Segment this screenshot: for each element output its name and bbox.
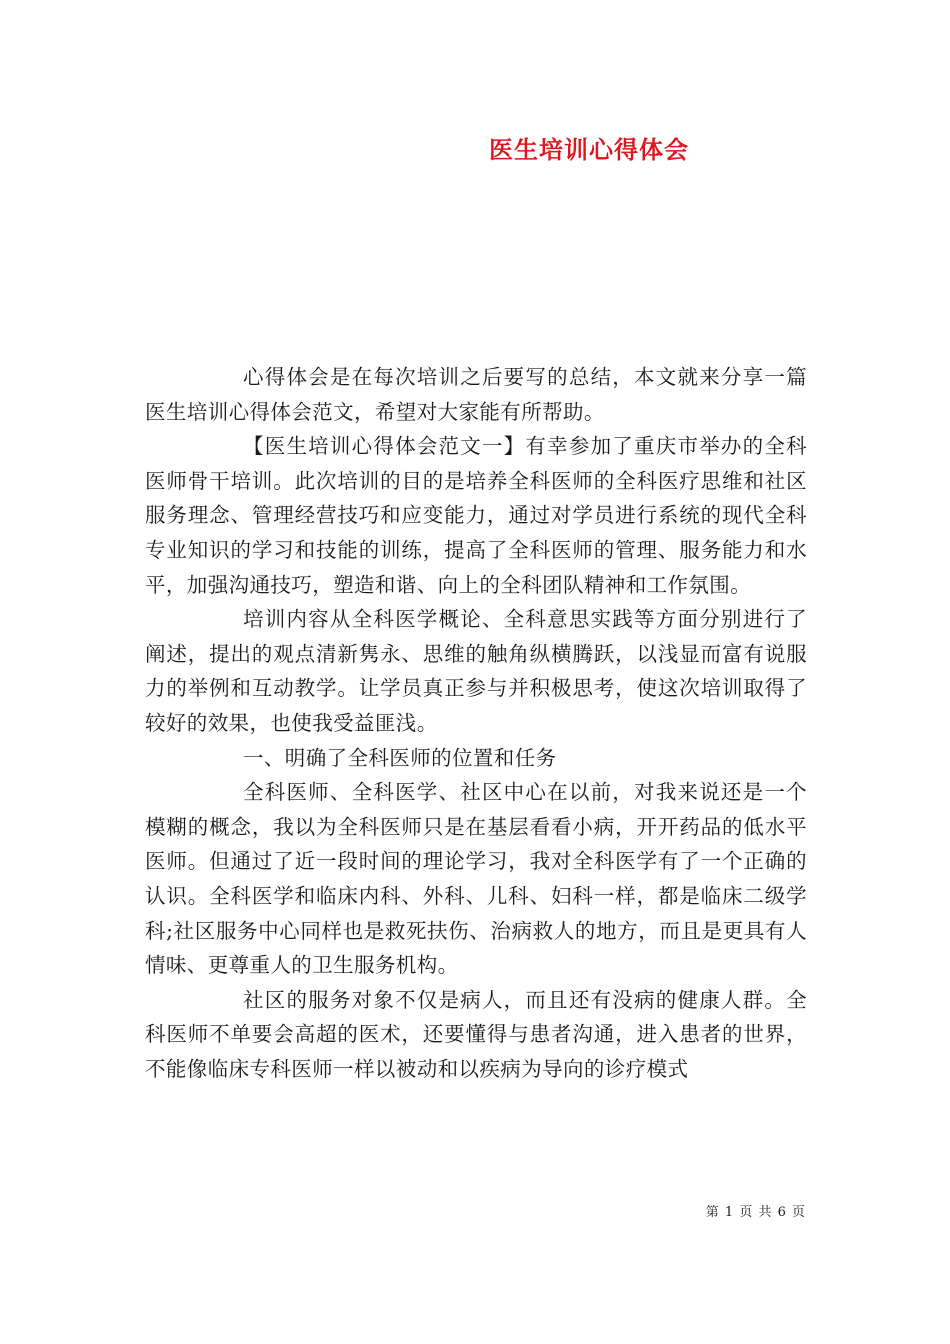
paragraph-general-practice: 全科医师、全科医学、社区中心在以前，对我来说还是一个模糊的概念，我以为全科医师只是在基层看看小病，开开药品的低水平医师。但通过了近一段时间的理论学习，我对全科医学有了一个正确的认识。全科医学和临床内科、外科、儿科、妇科一样，都是临床二级学科;社区服务中心同样也是救死扶伤、治病救人的地方，而且是更具有人情味、更尊重人的卫生服务机构。 — [145, 780, 807, 978]
paragraph-training-content: 培训内容从全科医学概论、全科意思实践等方面分别进行了阐述，提出的观点清新隽永、思维的触角纵横腾跃，以浅显而富有说服力的举例和互动教学。让学员真正参与并积极思考，使这次培训取得了较好的效果，也使我受益匪浅。 — [145, 607, 807, 735]
document-body — [145, 360, 807, 1086]
paragraph-intro: 心得体会是在每次培训之后要写的总结，本文就来分享一篇医生培训心得体会范文，希望对大家能有所帮助。 — [145, 365, 807, 424]
section-heading-one: 一、明确了全科医师的位置和任务 — [243, 745, 557, 770]
paragraph-sample-one: 【医生培训心得体会范文一】有幸参加了重庆市举办的全科医师骨干培训。此次培训的目的是培养全科医师的全科医疗思维和社区服务理念、管理经营技巧和应变能力，通过对学员进行系统的现代全科专业知识的学习和技能的训练，提高了全科医师的管理、服务能力和水平，加强沟通技巧，塑造和谐、向上的全科团队精神和工作氛围。 — [145, 434, 807, 597]
paragraph-community-service: 社区的服务对象不仅是病人，而且还有没病的健康人群。全科医师不单要会高超的医术，还要懂得与患者沟通，进入患者的世界，不能像临床专科医师一样以被动和以疾病为导向的诊疗模式 — [145, 987, 807, 1081]
document-title: 医生培训心得体会 — [489, 135, 689, 164]
page-number: 第 1 页 共 6 页 — [705, 1205, 806, 1220]
